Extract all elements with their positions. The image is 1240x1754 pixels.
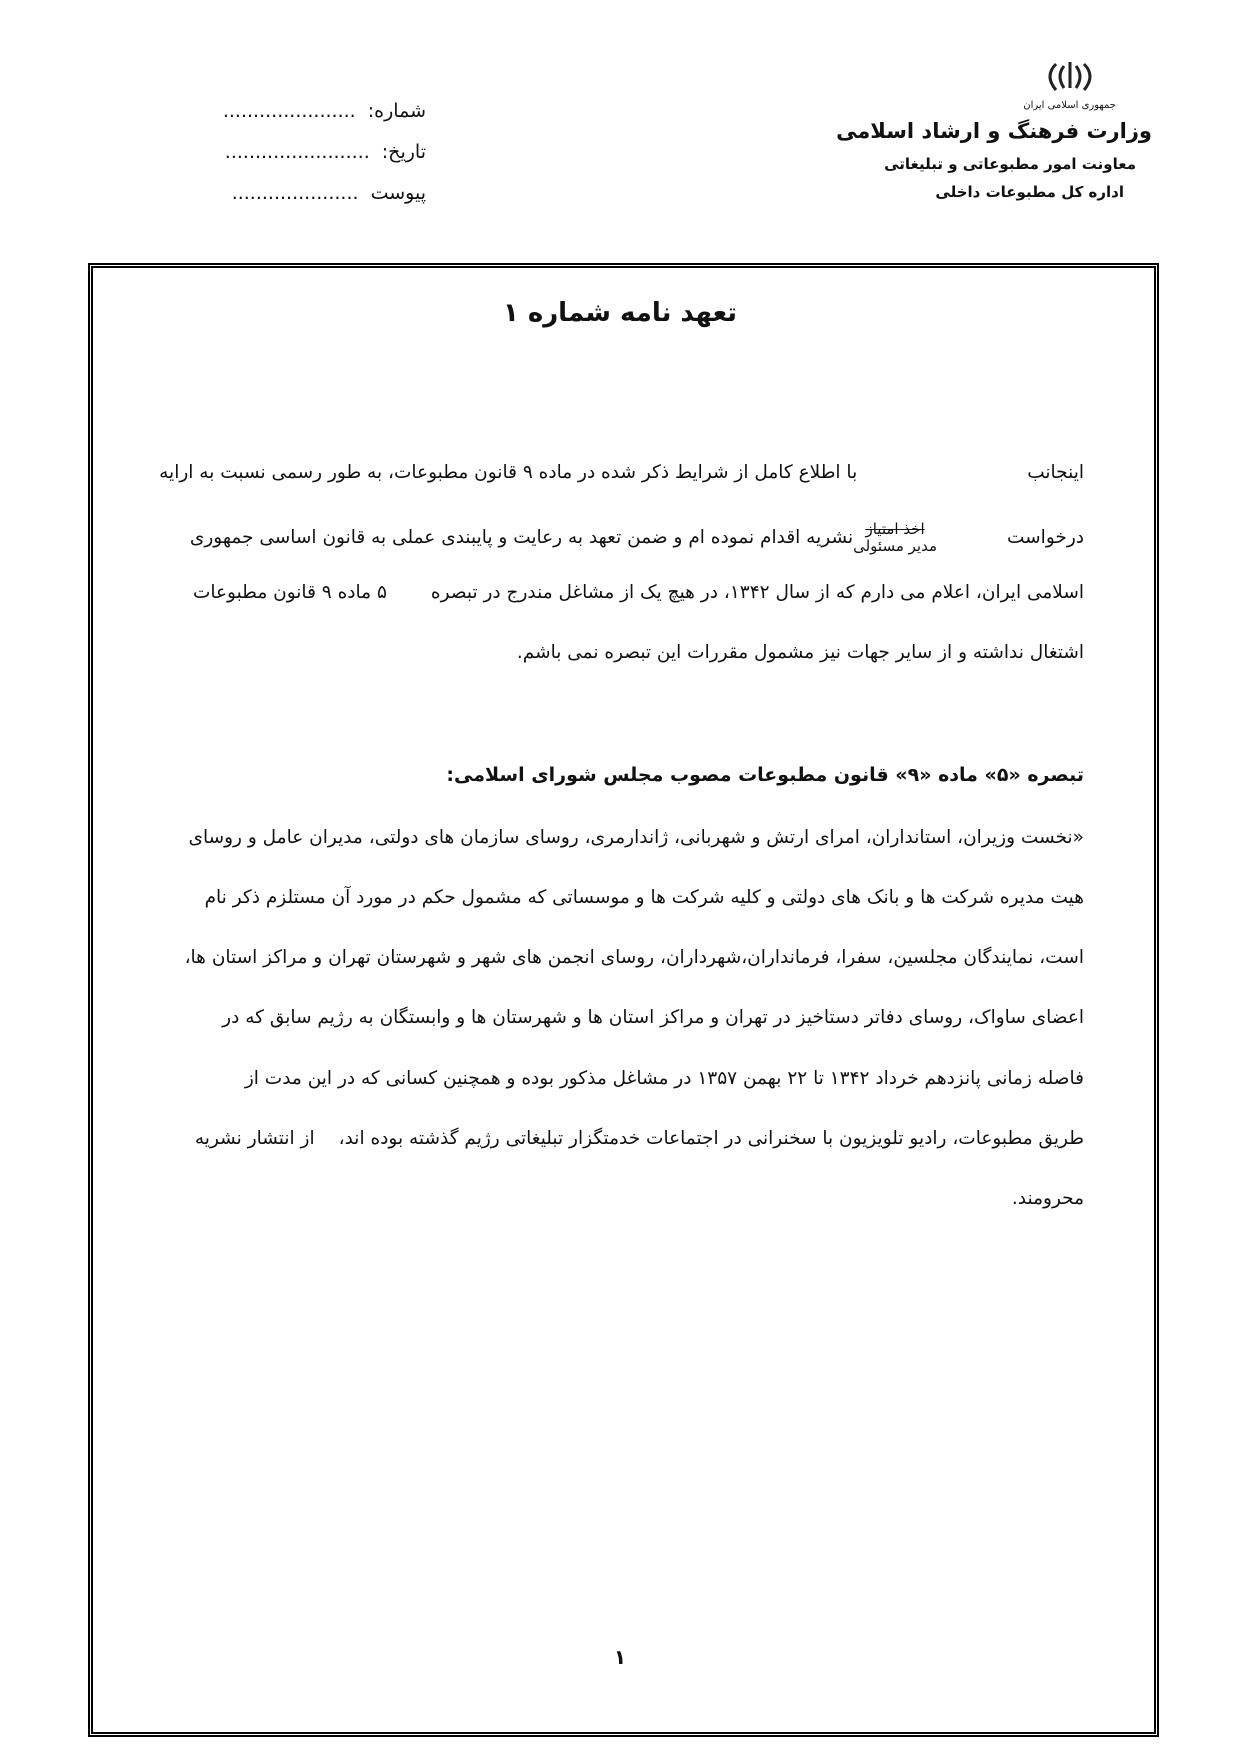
attachment-field [226, 182, 426, 223]
note-line: است، نمایندگان مجلسین، سفرا، فرمانداران،شهرداران، روسای انجمن های شهر و شهرستان تهران و مراکز استان ها، [184, 947, 1084, 968]
number-value: ...................... [222, 100, 356, 122]
line1-rest: با اطلاع کامل از شرایط ذکر شده در ماده ۹ قانون مطبوعات، به طور رسمی نسبت به ارایه [159, 462, 858, 483]
note-line: «نخست وزیران، استانداران، امرای ارتش و شهربانی، ژاندارمری، روسای سازمان های دولتی، مدیران عامل و روسای [188, 827, 1084, 848]
line3-start: اسلامی ایران، اعلام می دارم که از سال ۱۳۴۲، در هیچ یک از مشاغل مندرج در تبصره [430, 582, 1084, 603]
note-line: فاصله زمانی پانزدهم خرداد ۱۳۴۲ تا ۲۲ بهمن ۱۳۵۷ در مشاغل مذکور بوده و همچنین کسانی که در این مدت از [244, 1068, 1084, 1089]
number-label: شماره: [367, 100, 426, 122]
date-value: ........................ [224, 141, 370, 163]
note-line-6-end: از انتشار نشریه [194, 1128, 315, 1149]
form-title: تعهد نامه شماره ۱ [502, 298, 738, 328]
note-line-6 [195, 1128, 1084, 1149]
commitment-line-2 [190, 521, 1084, 555]
letterhead [822, 58, 1152, 201]
line2-rest: نشریه اقدام نموده ام و ضمن تعهد به رعایت و پایبندی عملی به قانون اساسی جمهوری [189, 527, 854, 548]
role-choice [853, 521, 937, 555]
note-line: اعضای ساواک، روسای دفاتر دستاخیز در تهران و مراکز استان ها و شهرستان ها و وابستگان به رژیم سابق که در [222, 1007, 1084, 1028]
number-field [222, 100, 426, 141]
date-label: تاریخ: [381, 141, 426, 163]
line1-start: اینجانب [1027, 462, 1084, 483]
form-border [88, 263, 1159, 1737]
note-line-7: محرومند. [1011, 1188, 1084, 1209]
commitment-line-4: اشتغال نداشته و از سایر جهات نیز مشمول مقررات این تبصره نمی باشم. [516, 642, 1084, 663]
line3-rest: ۵ ماده ۹ قانون مطبوعات [192, 582, 387, 603]
attachment-value: ..................... [231, 182, 359, 204]
line2-start: درخواست [1007, 527, 1084, 548]
page-number: ۱ [613, 1645, 627, 1669]
struck-option: اخذ امتیاز [865, 520, 925, 538]
reference-fields [222, 100, 426, 223]
note-heading: تبصره «۵» ماده «۹» قانون مطبوعات مصوب مجلس شورای اسلامی: [446, 764, 1084, 786]
date-field [226, 141, 426, 182]
note-line-6-start: طریق مطبوعات، رادیو تلویزیون با سخنرانی در اجتماعات خدمتگزار تبلیغاتی رژیم گذشته بوده اند، [338, 1128, 1084, 1149]
commitment-line-3 [193, 582, 1084, 603]
ministry-name: وزارت فرهنگ و ارشاد اسلامی [836, 119, 1152, 143]
department-name: اداره کل مطبوعات داخلی [935, 183, 1124, 201]
national-emblem-icon [1042, 58, 1098, 98]
commitment-line-1 [159, 462, 1084, 483]
note-line: هیت مدیره شرکت ها و بانک های دولتی و کلیه شرکت ها و موسساتی که مشمول حکم در مورد آن مستلزم ذکر نام [204, 887, 1084, 908]
deputy-office: معاونت امور مطبوعاتی و تبلیغاتی [884, 155, 1136, 173]
republic-label: جمهوری اسلامی ایران [1023, 100, 1116, 111]
selected-option: مدیر مسئولی [853, 537, 938, 555]
attachment-label: پیوست [370, 182, 426, 204]
